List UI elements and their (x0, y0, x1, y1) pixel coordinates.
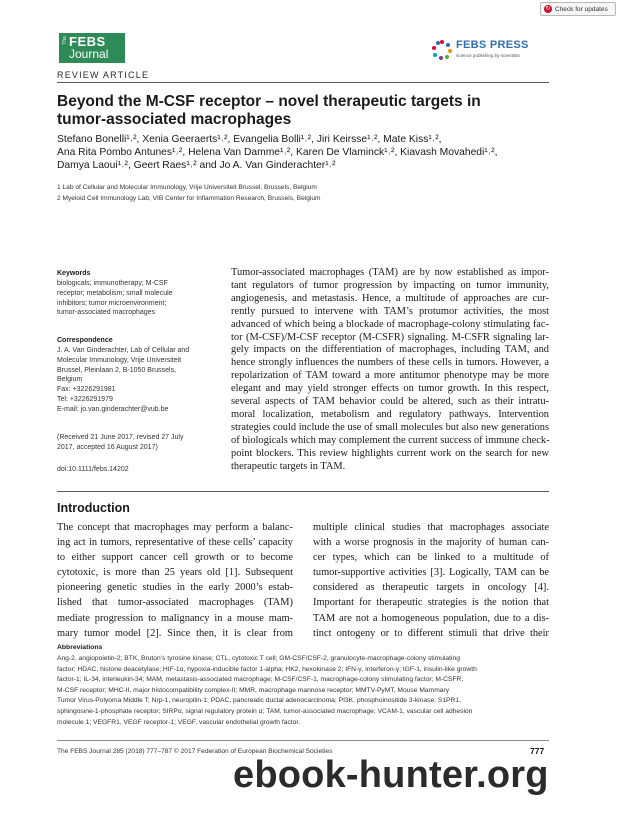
footer-divider (57, 740, 549, 741)
body-line: tumor-supportive activities [3]. Logically, TAM can be (313, 567, 549, 579)
logo-dot (432, 46, 436, 50)
correspondence-heading: Correspondence (57, 337, 113, 344)
received-dates (57, 433, 183, 453)
abstract-line: Tumor-associated macrophages (TAM) are by now established as impor- (231, 267, 549, 278)
header-divider (57, 82, 549, 83)
keywords-line: inhibitors; tumor microenvironment; (57, 299, 167, 307)
article-type-label: REVIEW ARTICLE (57, 70, 150, 80)
abstract-line: tant regulators of tumor progression by impacting on tumor immunity, (231, 279, 549, 291)
affiliation-line: 2 Myeloid Cell Immunology Lab, VIB Center for Inflammation Research, Brussels, Belgium (57, 195, 321, 202)
abstract-line: therapeutic targets in TAM. (231, 460, 346, 472)
abbreviations-line: M-CSF receptor; MHC-II, major histocompatibility complex-II; MMR, macrophage mannose receptor; MMTV-PyMT, Mouse Mammary (57, 686, 450, 694)
abbreviations-line: factor-1; IL-34, interleukin-34; MAM, metastasis-associated macrophage; M-CSF/CSF-1, macrophage-colony stimulating factor; M-CSFR, (57, 676, 464, 684)
introduction-heading: Introduction (57, 501, 130, 515)
check-for-updates-button[interactable] (540, 2, 616, 16)
logo-dot (446, 43, 450, 47)
abstract-line: point blockers. This review highlights current work on the search for new (231, 447, 549, 459)
abstract-line: several aspects of TAM behavior could be altered, such as their intratu- (231, 396, 549, 408)
body-line: cer types, which can be linked to a multitude of (313, 552, 549, 564)
abbreviations-text (57, 654, 549, 728)
introduction-left-column (57, 520, 293, 641)
abstract-line: tor (M-CSF)/M-CSF receptor (M-CSFR) signaling. M-CSFR signaling lar- (231, 331, 549, 343)
abstract-line: advanced of which being a blockade of macrophage-colony stimulating fac- (231, 318, 549, 330)
abstract-line: moral localization, metabolism and regulatory pathways. Intervention (231, 408, 549, 420)
abbreviations-heading: Abbreviations (57, 644, 103, 651)
body-line: cytotoxic, is more than 25 years old [1]. Subsequent (57, 567, 293, 579)
abbreviations-line: Ang-2, angiopoietin-2; BTK, Bruton’s tyrosine kinase; CTL, cytotoxic T cell; GM-CSF/CSF-2, granulocyte-macrophage-colony stimulating (57, 655, 460, 662)
body-line: considered as therapeutic targets in oncology [4]. (313, 582, 549, 594)
keywords-heading: Keywords (57, 270, 91, 277)
publisher-tagline: science publishing by scientists (456, 53, 520, 58)
email-link[interactable]: E-mail: jo.van.ginderachter@vub.be (57, 405, 169, 413)
doi-link[interactable]: doi:10.1111/febs.14202 (57, 466, 129, 473)
abbreviations-line: molecule 1; VEGFR1, VEGF receptor-1; VEGF, vascular endothelial growth factor. (57, 718, 301, 726)
title-line: tumor-associated macrophages (57, 111, 292, 128)
abstract-line: strategies could include the use of small molecules but also new generations (231, 421, 549, 433)
body-line: multiple clinical studies that macrophages associate (313, 522, 549, 533)
body-line: tinct ontogeny or to different stimuli that drive their (313, 627, 549, 639)
affiliation-line: 1 Lab of Cellular and Molecular Immunology, Vrije Universiteit Brussel, Brussels, Belgium (57, 184, 317, 191)
abbreviations-line: Tumor Virus-Polyoma Middle T; Nrp-1, neuropilin-1; PDAC, pancreatic ductal adenocarcinoma; PI3K, phosphoinositide 3-kinase; S1PR1, (57, 697, 461, 705)
keywords-line: receptor; metabolism; small molecule (57, 289, 173, 297)
keywords-text (57, 279, 173, 318)
received-line: (Received 21 June 2017, revised 27 July (57, 434, 184, 441)
abstract-line: elegant and may yield stronger effects on tumor growth. In this respect, (231, 383, 549, 395)
keywords-line: biologicals; immunotherapy; M-CSF (57, 280, 168, 287)
abstract-line: angiogenesis, and metastasis. Hence, a multitude of approaches are cur- (231, 292, 549, 304)
publisher-name: FEBS PRESS (456, 39, 529, 51)
received-line: 2017, accepted 16 August 2017) (57, 443, 158, 451)
body-line: TAM are not a homogeneous population, due to a dis- (313, 612, 549, 624)
abstract-line: gely impacts on the differentiation of macrophages, including TAM, and (231, 344, 549, 356)
correspondence-line: Molecular Immunology, Vrije Universiteit (57, 356, 182, 364)
page-number: 777 (530, 746, 545, 756)
body-line: ing act in tumors, representative of these cells’ capacity (57, 537, 293, 549)
febs-journal-logo (59, 33, 125, 63)
body-line: to either support cancer cell growth or to become (57, 552, 293, 564)
abstract-line: rently pursued to intervene with TAM’s protumor activities, the most (231, 305, 549, 317)
tel-line: Tel: +3226291979 (57, 395, 113, 403)
correspondence-text (57, 346, 189, 415)
author-line: Damya Laoui¹˒², Geert Raes¹˒² and Jo A. Van Ginderachter¹˒² (57, 160, 336, 172)
logo-dot (436, 41, 440, 45)
abbreviations-line: factor; HDAC, histone deacetylase; HIF-1α, hypoxia-inducible factor 1-alpha; HK2, hexokinase 2; IFN-γ, interferon-γ; IGF-1, insulin-like growth (57, 665, 477, 673)
abstract-line: hence strongly influences the numbers of these cells in tumors. However, a (231, 357, 549, 369)
body-line: mediate progression to malignancy in a mouse mam- (57, 612, 293, 624)
author-line: Stefano Bonelli¹˒², Xenia Geeraerts¹˒², Evangelia Bolli¹˒², Jiri Keirsse¹˒², Mate Kiss¹˒², (57, 134, 442, 145)
body-line: pioneering genetic studies in the early 2000’s estab- (57, 582, 293, 594)
section-divider (57, 491, 549, 492)
title-line: Beyond the M-CSF receptor – novel therapeutic targets in (57, 93, 481, 110)
author-list (57, 133, 547, 173)
abstract (231, 267, 549, 474)
body-line: mary tumor model [2]. Since then, it is clear from (57, 627, 293, 639)
fax-line: Fax: +3226291981 (57, 386, 116, 394)
logo-journal: Journal (69, 47, 109, 61)
logo-febs: FEBS (69, 34, 106, 49)
body-line: lished that tumor-associated macrophages (TAM) (57, 597, 293, 609)
febs-press-dots-icon (432, 40, 452, 60)
febs-press-logo (432, 38, 550, 64)
footer-citation: The FEBS Journal 285 (2018) 777–787 © 2017 Federation of European Biochemical Societies (57, 748, 333, 755)
body-line: with a worse prognosis in the majority of human can- (313, 537, 549, 549)
watermark: ebook-hunter.org (233, 754, 549, 796)
logo-dot (445, 55, 449, 59)
logo-dot (439, 56, 443, 60)
correspondence-line: Belgium (57, 376, 83, 384)
body-line: Important for therapeutic strategies is the notion that (313, 597, 549, 609)
correspondence-line: Brussel, Pleinlaan 2, B-1050 Brussels, (57, 366, 177, 374)
logo-dot (440, 40, 444, 44)
introduction-right-column (313, 520, 549, 641)
body-line: The concept that macrophages may perform a balanc- (57, 522, 293, 533)
abstract-line: repolarization of TAM toward a more antitumor phenotype may be more (231, 370, 549, 382)
check-updates-label: Check for updates (555, 6, 608, 13)
logo-the: The (62, 36, 68, 45)
logo-dot (448, 49, 452, 53)
abbreviations-line: sphingosine-1-phosphate receptor; SIRPα, signal regulatory protein α; TAM, tumor-associated macrophage; VCAM-1, vascular cell adhesion (57, 707, 473, 715)
author-line: Ana Rita Pombo Antunes¹˒², Helena Van Damme¹˒², Karen De Vlaminck¹˒², Kiavash Movahedi¹˒², (57, 147, 498, 159)
logo-dot (433, 53, 437, 57)
article-title (57, 93, 547, 129)
affiliations (57, 182, 547, 204)
abstract-line: of biologicals which may complement the current success of immune check- (231, 434, 550, 446)
correspondence-line: J. A. Van Ginderachter, Lab of Cellular and (57, 347, 190, 354)
update-icon: ↻ (545, 6, 551, 12)
keywords-line: tumor-associated macrophages (57, 309, 156, 317)
